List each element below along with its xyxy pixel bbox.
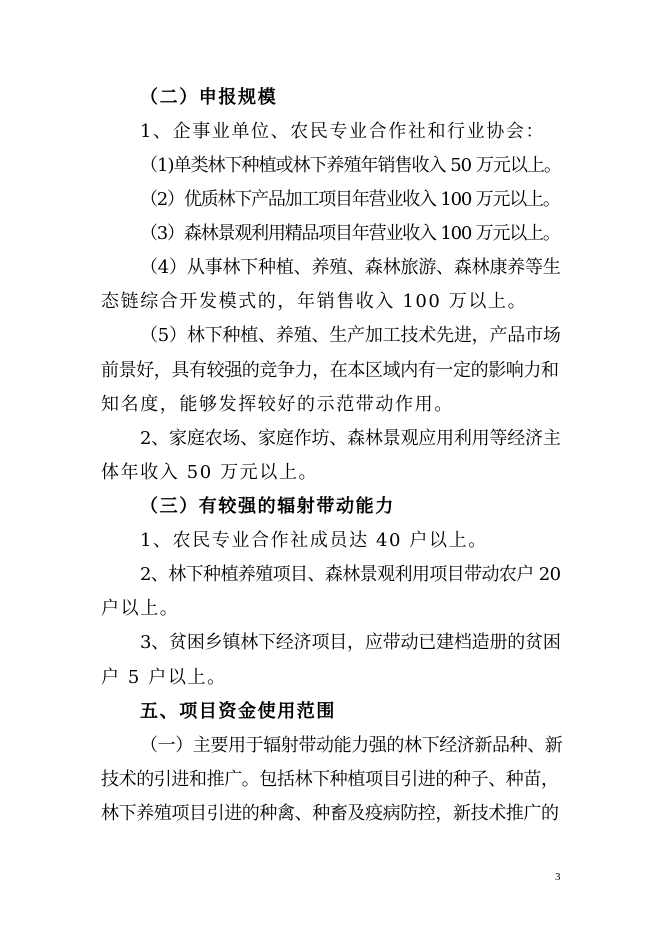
paragraph-line: 2、家庭农场、家庭作坊、森林景观应用利用等经济主 — [140, 428, 561, 449]
paragraph-line: （5）林下种植、养殖、生产加工技术先进，产品市场 — [140, 325, 561, 346]
paragraph-line: 1、企事业单位、农民专业合作社和行业协会： — [140, 121, 546, 142]
paragraph-line: 知名度，能够发挥较好的示范带动作用。 — [101, 394, 454, 415]
paragraph-line: 2、林下种植养殖项目、森林景观利用项目带动农户 20 — [140, 564, 561, 585]
paragraph-line: 前景好，具有较强的竞争力，在本区域内有一定的影响力和 — [101, 360, 559, 381]
paragraph-line: 技术的引进和推广。包括林下种植项目引进的种子、种苗， — [101, 769, 559, 790]
paragraph-line: 态链综合开发模式的，年销售收入 100 万以上。 — [101, 291, 528, 312]
paragraph-line: 户 5 户以上。 — [101, 667, 227, 688]
paragraph-line: （4）从事林下种植、养殖、森林旅游、森林康养等生 — [140, 257, 561, 278]
paragraph-line: （1)单类林下种植或林下养殖年销售收入 50 万元以上。 — [140, 155, 561, 176]
paragraph-line: 3、贫困乡镇林下经济项目，应带动已建档造册的贫困 — [140, 632, 561, 653]
section-heading-radiation-capacity: （三）有较强的辐射带动能力 — [140, 496, 395, 517]
paragraph-line: （一）主要用于辐射带动能力强的林下经济新品种、新 — [140, 735, 563, 756]
paragraph-line: （2）优质林下产品加工项目年营业收入 100 万元以上。 — [140, 189, 560, 210]
paragraph-line: 1、农民专业合作社成员达 40 户以上。 — [140, 530, 488, 551]
paragraph-line: 体年收入 50 万元以上。 — [101, 462, 319, 483]
paragraph-line: （3）森林景观利用精品项目年营业收入 100 万元以上。 — [140, 223, 560, 244]
paragraph-line: 林下养殖项目引进的种禽、种畜及疫病防控，新技术推广的 — [101, 803, 559, 824]
section-heading-application-scale: （二）申报规模 — [140, 87, 278, 108]
paragraph-line: 户以上。 — [101, 598, 180, 619]
section-heading-fund-usage: 五、项目资金使用范围 — [140, 701, 336, 722]
page-number: 3 — [555, 871, 561, 883]
